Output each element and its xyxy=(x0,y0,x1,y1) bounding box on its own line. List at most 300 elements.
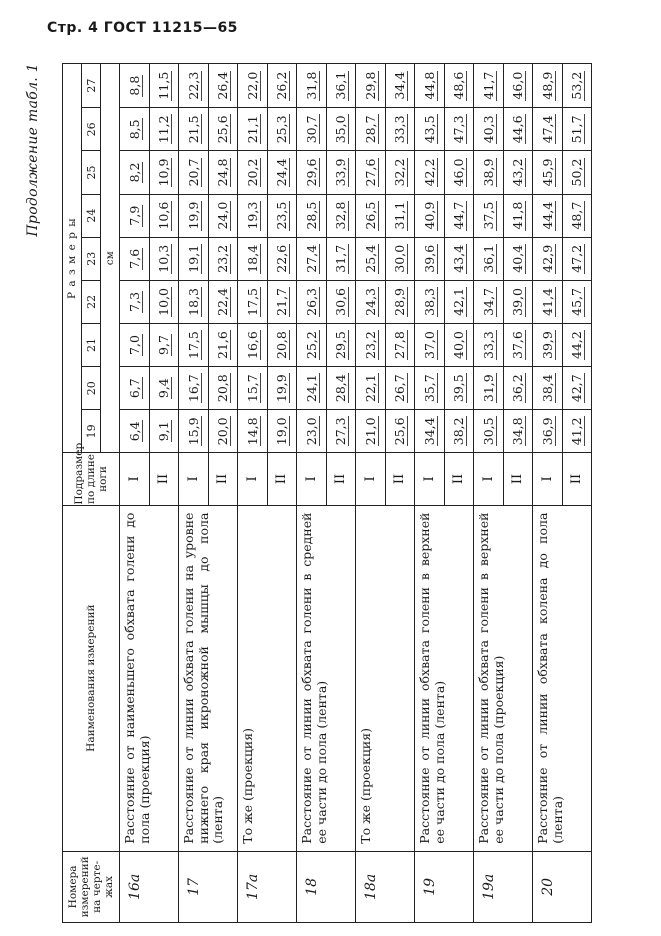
value-cell xyxy=(208,323,238,366)
value-cell xyxy=(267,64,297,108)
value-text: 34,4 xyxy=(392,71,408,100)
value-text: 48,6 xyxy=(451,71,467,100)
value-text: 10,9 xyxy=(156,158,172,187)
value-cell xyxy=(415,280,445,323)
value-text: 43,5 xyxy=(421,115,437,144)
value-cell xyxy=(267,151,297,194)
value-cell xyxy=(326,194,356,237)
value-cell xyxy=(179,323,209,366)
value-cell xyxy=(503,323,533,366)
size-header-21: 21 xyxy=(82,323,101,366)
value-cell xyxy=(356,323,386,366)
value-cell xyxy=(297,323,327,366)
value-text: 34,4 xyxy=(421,417,437,446)
table-head-row xyxy=(63,64,82,923)
value-cell xyxy=(562,194,592,237)
subsize-label: II xyxy=(149,453,179,505)
value-text: 19,9 xyxy=(185,201,201,230)
value-cell xyxy=(503,410,533,453)
value-text: 21,1 xyxy=(244,115,260,144)
value-cell xyxy=(238,64,268,108)
value-text: 30,6 xyxy=(333,287,349,316)
value-text: 33,3 xyxy=(480,331,496,359)
value-cell xyxy=(208,410,238,453)
value-cell xyxy=(474,64,504,108)
value-cell xyxy=(149,410,179,453)
value-cell xyxy=(179,108,209,151)
value-cell xyxy=(356,151,386,194)
value-cell xyxy=(326,367,356,410)
value-cell xyxy=(297,410,327,453)
value-text: 16,6 xyxy=(244,331,260,359)
value-text: 29,8 xyxy=(362,71,378,100)
measurement-number: 17а xyxy=(238,851,297,922)
subsize-label: I xyxy=(120,453,150,505)
value-text: 45,7 xyxy=(569,287,585,316)
value-cell xyxy=(474,194,504,237)
value-text: 42,7 xyxy=(569,374,585,403)
value-cell xyxy=(533,280,563,323)
value-cell xyxy=(149,64,179,108)
value-cell xyxy=(415,194,445,237)
value-cell xyxy=(356,64,386,108)
subsize-label: I xyxy=(415,453,445,505)
value-cell xyxy=(444,280,474,323)
value-text: 14,8 xyxy=(244,417,260,446)
value-text: 11,5 xyxy=(156,71,172,100)
value-cell xyxy=(474,108,504,151)
value-cell xyxy=(238,410,268,453)
value-text: 24,0 xyxy=(215,201,231,230)
value-text: 42,1 xyxy=(451,287,467,316)
value-text: 31,9 xyxy=(480,374,496,403)
value-cell xyxy=(120,194,150,237)
value-cell xyxy=(533,323,563,366)
value-cell xyxy=(297,367,327,410)
measurement-name: Расстояние от линии обхвата колена до пола (лента) xyxy=(533,505,592,851)
value-text: 39,5 xyxy=(451,374,467,403)
value-cell xyxy=(297,108,327,151)
measurement-number: 19а xyxy=(474,851,533,922)
value-cell xyxy=(208,194,238,237)
value-cell xyxy=(179,237,209,280)
value-text: 30,5 xyxy=(480,417,496,446)
value-cell xyxy=(149,194,179,237)
subsize-label: II xyxy=(385,453,415,505)
value-text: 48,7 xyxy=(569,201,585,230)
table-row xyxy=(238,64,268,923)
value-text: 47,2 xyxy=(569,244,585,273)
value-cell xyxy=(385,151,415,194)
value-text: 22,4 xyxy=(215,287,231,316)
value-cell xyxy=(444,194,474,237)
value-text: 9,4 xyxy=(156,378,172,399)
value-cell xyxy=(415,367,445,410)
value-cell xyxy=(533,108,563,151)
value-cell xyxy=(297,151,327,194)
value-cell xyxy=(297,194,327,237)
value-text: 21,7 xyxy=(274,287,290,316)
value-cell xyxy=(533,151,563,194)
value-text: 28,9 xyxy=(392,287,408,316)
value-text: 39,9 xyxy=(539,331,555,359)
table-row xyxy=(297,64,327,923)
column-header-subsize: Подразмер по длине ноги xyxy=(63,453,120,505)
value-text: 38,2 xyxy=(451,417,467,446)
value-cell xyxy=(238,323,268,366)
value-text: 10,0 xyxy=(156,287,172,316)
value-cell xyxy=(474,367,504,410)
value-text: 22,6 xyxy=(274,244,290,273)
value-cell xyxy=(562,237,592,280)
value-text: 41,8 xyxy=(510,201,526,230)
value-text: 22,1 xyxy=(362,374,378,403)
value-text: 53,2 xyxy=(569,71,585,100)
value-cell xyxy=(385,194,415,237)
value-text: 46,0 xyxy=(451,158,467,187)
value-cell xyxy=(120,237,150,280)
value-cell xyxy=(267,410,297,453)
value-cell xyxy=(474,237,504,280)
table-row xyxy=(356,64,386,923)
value-text: 23,5 xyxy=(274,201,290,230)
value-text: 44,8 xyxy=(421,71,437,100)
value-text: 15,9 xyxy=(185,417,201,446)
value-text: 31,1 xyxy=(392,201,408,230)
value-cell xyxy=(326,108,356,151)
column-header-number: Номера измерений на черте-жах xyxy=(63,851,120,922)
value-text: 46,0 xyxy=(510,71,526,100)
value-cell xyxy=(562,64,592,108)
value-text: 38,3 xyxy=(421,287,437,316)
value-cell xyxy=(503,280,533,323)
value-text: 28,7 xyxy=(362,115,378,144)
value-text: 28,5 xyxy=(303,201,319,230)
value-text: 27,6 xyxy=(362,158,378,187)
value-text: 45,9 xyxy=(539,158,555,187)
size-header-26: 26 xyxy=(82,108,101,151)
value-cell xyxy=(415,151,445,194)
value-cell xyxy=(208,108,238,151)
table-body xyxy=(120,64,592,923)
size-header-24: 24 xyxy=(82,194,101,237)
value-cell xyxy=(149,151,179,194)
value-cell xyxy=(149,108,179,151)
subsize-label: II xyxy=(208,453,238,505)
measurement-number: 17 xyxy=(179,851,238,922)
value-text: 36,1 xyxy=(333,71,349,100)
value-text: 51,7 xyxy=(569,115,585,144)
unit-label: см xyxy=(101,64,120,453)
value-cell xyxy=(356,237,386,280)
value-cell xyxy=(120,323,150,366)
value-cell xyxy=(238,151,268,194)
measurement-number: 20 xyxy=(533,851,592,922)
value-cell xyxy=(415,108,445,151)
value-text: 21,6 xyxy=(215,331,231,359)
value-text: 27,8 xyxy=(392,331,408,359)
value-text: 32,2 xyxy=(392,158,408,187)
value-cell xyxy=(326,64,356,108)
value-cell xyxy=(238,194,268,237)
value-cell xyxy=(326,280,356,323)
size-header-20: 20 xyxy=(82,367,101,410)
value-text: 35,7 xyxy=(421,374,437,403)
value-text: 10,6 xyxy=(156,201,172,230)
sizes-group-header: Р а з м е р ы xyxy=(63,64,82,453)
value-text: 41,4 xyxy=(539,287,555,316)
size-header-23: 23 xyxy=(82,237,101,280)
value-cell xyxy=(385,367,415,410)
value-text: 27,4 xyxy=(303,244,319,273)
value-text: 18,3 xyxy=(185,287,201,316)
value-text: 42,2 xyxy=(421,158,437,187)
value-text: 26,5 xyxy=(362,201,378,230)
value-cell xyxy=(208,237,238,280)
value-cell xyxy=(179,194,209,237)
value-text: 24,3 xyxy=(362,287,378,316)
subsize-label: I xyxy=(356,453,386,505)
value-text: 25,6 xyxy=(215,115,231,144)
value-text: 30,0 xyxy=(392,244,408,273)
subsize-label: I xyxy=(179,453,209,505)
value-cell xyxy=(238,237,268,280)
subsize-label: II xyxy=(562,453,592,505)
measurement-name: То же (проекция) xyxy=(238,505,297,851)
value-cell xyxy=(444,237,474,280)
value-cell xyxy=(533,64,563,108)
value-text: 20,0 xyxy=(215,417,231,446)
value-cell xyxy=(267,280,297,323)
subsize-label: II xyxy=(503,453,533,505)
value-text: 17,5 xyxy=(185,331,201,359)
value-cell xyxy=(120,151,150,194)
subsize-label: I xyxy=(474,453,504,505)
size-header-19: 19 xyxy=(82,410,101,453)
value-text: 26,4 xyxy=(215,71,231,100)
value-text: 25,4 xyxy=(362,244,378,273)
value-text: 25,2 xyxy=(303,331,319,359)
value-text: 29,6 xyxy=(303,158,319,187)
value-text: 7,6 xyxy=(126,248,142,269)
value-text: 9,1 xyxy=(156,421,172,442)
value-cell xyxy=(297,237,327,280)
value-cell xyxy=(120,280,150,323)
value-text: 22,3 xyxy=(185,71,201,100)
value-cell xyxy=(474,323,504,366)
value-text: 38,4 xyxy=(539,374,555,403)
value-cell xyxy=(149,367,179,410)
value-cell xyxy=(533,237,563,280)
value-text: 18,4 xyxy=(244,244,260,273)
value-text: 26,2 xyxy=(274,71,290,100)
value-text: 11,2 xyxy=(156,115,172,144)
value-text: 40,0 xyxy=(451,331,467,359)
measurement-name: То же (проекция) xyxy=(356,505,415,851)
value-text: 7,9 xyxy=(126,205,142,226)
value-cell xyxy=(503,237,533,280)
value-text: 39,6 xyxy=(421,244,437,273)
value-cell xyxy=(179,410,209,453)
value-text: 44,6 xyxy=(510,115,526,144)
value-cell xyxy=(415,323,445,366)
value-cell xyxy=(238,280,268,323)
value-text: 40,3 xyxy=(480,115,496,144)
value-cell xyxy=(356,367,386,410)
value-text: 43,4 xyxy=(451,244,467,273)
value-cell xyxy=(562,108,592,151)
value-text: 41,7 xyxy=(480,71,496,100)
value-text: 19,9 xyxy=(274,374,290,403)
value-text: 6,4 xyxy=(126,421,142,442)
value-text: 17,5 xyxy=(244,287,260,316)
value-text: 37,6 xyxy=(510,331,526,359)
value-cell xyxy=(562,410,592,453)
value-text: 8,2 xyxy=(126,162,142,183)
measurement-name: Расстояние от линии обхвата голени в верхней ее части до пола (лента) xyxy=(415,505,474,851)
value-cell xyxy=(444,367,474,410)
value-cell xyxy=(415,64,445,108)
value-text: 20,8 xyxy=(274,331,290,359)
value-cell xyxy=(267,194,297,237)
value-cell xyxy=(326,151,356,194)
value-cell xyxy=(356,108,386,151)
rotated-table-container xyxy=(25,63,619,923)
subsize-label: I xyxy=(533,453,563,505)
value-cell xyxy=(267,237,297,280)
subsize-label: II xyxy=(326,453,356,505)
value-text: 43,2 xyxy=(510,158,526,187)
value-text: 32,8 xyxy=(333,201,349,230)
value-cell xyxy=(444,64,474,108)
value-cell xyxy=(444,151,474,194)
value-cell xyxy=(533,194,563,237)
value-cell xyxy=(503,151,533,194)
column-header-name: Наименования измерений xyxy=(63,505,120,851)
value-cell xyxy=(385,280,415,323)
value-cell xyxy=(356,280,386,323)
value-cell xyxy=(326,237,356,280)
value-text: 22,0 xyxy=(244,71,260,100)
value-text: 7,3 xyxy=(126,291,142,312)
value-text: 26,7 xyxy=(392,374,408,403)
value-text: 34,7 xyxy=(480,287,496,316)
value-text: 50,2 xyxy=(569,158,585,187)
measurement-name: Расстояние от линии обхвата голени в верхней ее части до пола (проекция) xyxy=(474,505,533,851)
value-cell xyxy=(562,151,592,194)
value-text: 24,1 xyxy=(303,374,319,403)
size-header-27: 27 xyxy=(82,64,101,108)
measurement-table xyxy=(62,63,592,923)
value-text: 20,8 xyxy=(215,374,231,403)
value-text: 39,0 xyxy=(510,287,526,316)
value-text: 19,1 xyxy=(185,244,201,273)
table-row xyxy=(120,64,150,923)
value-cell xyxy=(149,237,179,280)
value-text: 31,8 xyxy=(303,71,319,100)
value-cell xyxy=(179,64,209,108)
subsize-label: I xyxy=(238,453,268,505)
value-cell xyxy=(326,410,356,453)
value-text: 26,3 xyxy=(303,287,319,316)
table-row xyxy=(474,64,504,923)
value-text: 29,5 xyxy=(333,331,349,359)
value-cell xyxy=(120,410,150,453)
value-cell xyxy=(120,64,150,108)
value-cell xyxy=(179,151,209,194)
value-text: 8,8 xyxy=(126,75,142,96)
measurement-name: Расстояние от линии обхвата голени на уровне нижнего края икроножной мышцы до пола (лента) xyxy=(179,505,238,851)
value-cell xyxy=(385,64,415,108)
value-text: 7,0 xyxy=(126,335,142,355)
value-text: 25,3 xyxy=(274,115,290,144)
value-text: 47,3 xyxy=(451,115,467,144)
value-text: 34,8 xyxy=(510,417,526,446)
size-header-25: 25 xyxy=(82,151,101,194)
value-cell xyxy=(208,367,238,410)
value-cell xyxy=(444,108,474,151)
value-cell xyxy=(120,367,150,410)
value-cell xyxy=(415,237,445,280)
value-text: 6,7 xyxy=(126,378,142,399)
value-text: 37,5 xyxy=(480,201,496,230)
value-text: 33,9 xyxy=(333,158,349,187)
value-cell xyxy=(474,280,504,323)
value-cell xyxy=(297,64,327,108)
value-cell xyxy=(238,108,268,151)
value-cell xyxy=(385,323,415,366)
value-text: 48,9 xyxy=(539,71,555,100)
value-text: 21,0 xyxy=(362,417,378,446)
value-cell xyxy=(474,410,504,453)
value-text: 20,7 xyxy=(185,158,201,187)
value-cell xyxy=(533,367,563,410)
value-text: 10,3 xyxy=(156,244,172,273)
value-text: 27,3 xyxy=(333,417,349,446)
value-cell xyxy=(267,323,297,366)
value-cell xyxy=(238,367,268,410)
value-cell xyxy=(474,151,504,194)
value-text: 42,9 xyxy=(539,244,555,273)
measurement-number: 19 xyxy=(415,851,474,922)
value-text: 40,4 xyxy=(510,244,526,273)
value-cell xyxy=(208,64,238,108)
table-row xyxy=(179,64,209,923)
value-cell xyxy=(297,280,327,323)
value-cell xyxy=(267,367,297,410)
value-text: 35,0 xyxy=(333,115,349,144)
value-text: 24,8 xyxy=(215,158,231,187)
value-cell xyxy=(149,323,179,366)
page-header: Стр. 4 ГОСТ 11215—65 xyxy=(47,20,238,36)
value-text: 28,4 xyxy=(333,374,349,403)
value-text: 23,0 xyxy=(303,417,319,446)
value-cell xyxy=(503,367,533,410)
value-text: 20,2 xyxy=(244,158,260,187)
continuation-title: Продолжение табл. 1 xyxy=(25,63,41,237)
value-text: 19,3 xyxy=(244,201,260,230)
value-cell xyxy=(533,410,563,453)
value-text: 41,2 xyxy=(569,417,585,446)
value-cell xyxy=(208,151,238,194)
value-text: 16,7 xyxy=(185,374,201,403)
size-header-22: 22 xyxy=(82,280,101,323)
value-cell xyxy=(562,280,592,323)
subsize-label: I xyxy=(297,453,327,505)
value-cell xyxy=(149,280,179,323)
value-cell xyxy=(503,108,533,151)
value-text: 15,7 xyxy=(244,374,260,403)
